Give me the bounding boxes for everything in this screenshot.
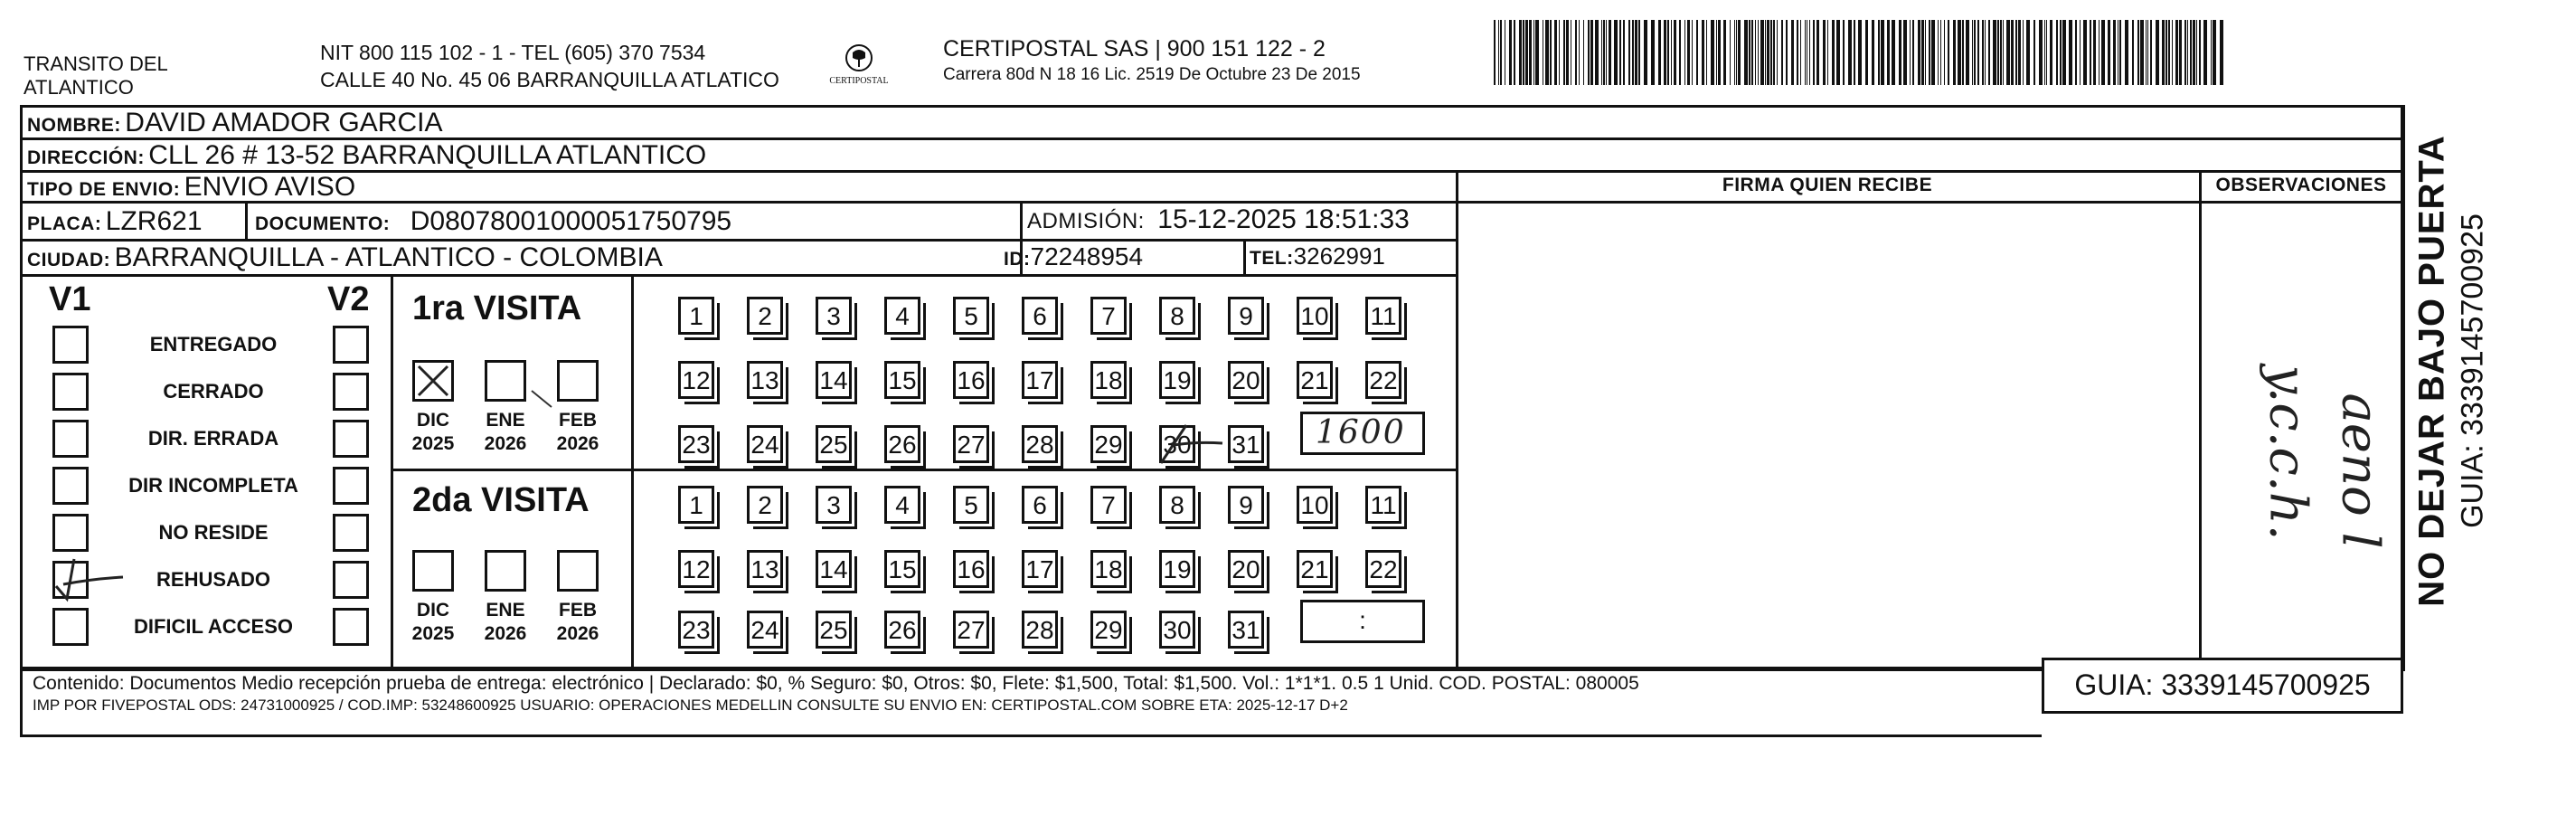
month-label (401, 409, 465, 456)
month-checkbox[interactable] (412, 550, 454, 592)
day-box[interactable]: 28 (1022, 425, 1058, 463)
ciudad-field (27, 242, 663, 273)
nombre-label: NOMBRE: (27, 115, 121, 136)
sender-name (24, 52, 168, 100)
day-box[interactable]: 6 (1022, 297, 1058, 335)
day-box[interactable]: 31 (1228, 611, 1264, 649)
direccion-label: DIRECCIÓN: (27, 147, 145, 168)
month-name: DIC (416, 410, 450, 431)
footer-guia-box (2042, 658, 2403, 714)
day-box[interactable]: 9 (1228, 486, 1264, 524)
v2-checkbox[interactable] (333, 608, 369, 646)
documento-label: DOCUMENTO: (255, 213, 391, 234)
id-field (1004, 242, 1143, 271)
id-value: 72248954 (1030, 242, 1144, 270)
placa-label: PLACA: (27, 213, 102, 234)
placa-value: LZR621 (105, 206, 203, 236)
row-rule-5 (20, 274, 1458, 277)
footer-left-rule (20, 667, 23, 737)
tipo-envio-field (27, 172, 355, 203)
day-box[interactable]: 11 (1365, 297, 1401, 335)
day-box[interactable]: 27 (953, 425, 989, 463)
day-box[interactable]: 25 (816, 611, 852, 649)
day-box[interactable]: 30 (1159, 425, 1195, 463)
barcode (1494, 20, 2226, 85)
day-box[interactable]: 18 (1090, 550, 1127, 588)
day-box[interactable]: 24 (747, 425, 783, 463)
day-box[interactable]: 1 (678, 297, 714, 335)
documento-field (255, 206, 731, 237)
month-label (474, 409, 537, 456)
v2-checkbox[interactable] (333, 561, 369, 599)
day-box[interactable]: 15 (884, 361, 920, 399)
month-label (546, 599, 609, 646)
day-box[interactable]: 1 (678, 486, 714, 524)
side-guia-number: GUIA: 3339145700925 (2455, 213, 2490, 528)
license-line: Carrera 80d N 18 16 Lic. 2519 De Octubre 23 De 2015 (943, 65, 1361, 84)
placa-field (27, 206, 203, 237)
day-strike-mark (1156, 422, 1228, 467)
sender-line2: ATLANTICO (24, 76, 134, 99)
day-box[interactable]: 15 (884, 550, 920, 588)
month-name: DIC (416, 600, 450, 621)
reason-label: DIFICIL ACCESO (133, 615, 293, 638)
documento-value: D08078001000051750795 (410, 206, 732, 236)
day-box[interactable]: 12 (678, 361, 714, 399)
day-box[interactable]: 14 (816, 550, 852, 588)
col-rule-observations (2199, 170, 2202, 669)
day-box[interactable]: 12 (678, 550, 714, 588)
direccion-field (27, 140, 706, 171)
day-box[interactable]: 26 (884, 611, 920, 649)
day-box[interactable]: 5 (953, 486, 989, 524)
reason-label: REHUSADO (156, 568, 270, 591)
day-box[interactable]: 27 (953, 611, 989, 649)
day-box[interactable]: 2 (747, 297, 783, 335)
day-box[interactable]: 22 (1365, 550, 1401, 588)
day-box[interactable]: 29 (1090, 611, 1127, 649)
observaciones-handwriting (2206, 251, 2396, 659)
day-box[interactable]: 23 (678, 611, 714, 649)
observaciones-header (2201, 170, 2401, 203)
footer-contenido: Contenido: Documentos Medio recepción prueba de entrega: electrónico | Declarado: $0, % Seguro: $0, Otros: $0, Flete: $1,500, Total: $1,500. Vol.: 1*1*1. 0.5 1 Unid. COD. POSTAL: 080005 (33, 673, 1639, 694)
month-name: FEB (559, 410, 597, 431)
month-checkbox[interactable] (412, 360, 454, 402)
day-box[interactable]: 19 (1159, 550, 1195, 588)
side-warning (2410, 118, 2455, 624)
v1-check-mark (47, 552, 128, 606)
month-label (546, 409, 609, 456)
observaciones-note-2: aeno l (2330, 393, 2390, 549)
nit-line: NIT 800 115 102 - 1 - TEL (605) 370 7534 (320, 41, 706, 64)
v2-label: V2 (327, 280, 370, 318)
day-box[interactable]: 14 (816, 361, 852, 399)
no-dejar-bajo-puerta: NO DEJAR BAJO PUERTA (2411, 135, 2452, 607)
observaciones-note-1: y.c.c.h. (2258, 365, 2317, 541)
day-box[interactable]: 6 (1022, 486, 1058, 524)
day-box[interactable]: 30 (1159, 611, 1195, 649)
day-box[interactable]: 31 (1228, 425, 1264, 463)
tel-field (1250, 242, 1385, 270)
footer-imp: IMP POR FIVEPOSTAL ODS: 24731000925 / COD.IMP: 53248600925 USUARIO: OPERACIONES MEDELLIN CONSULTE SU ENVIO EN: CERTIPOSTAL.COM SOBRE ETA: 2025-12-17 D+2 (33, 697, 1348, 714)
v2-checkbox[interactable] (333, 514, 369, 552)
v2-checkbox[interactable] (333, 373, 369, 411)
visit-divider (391, 469, 1458, 471)
direccion-value: CLL 26 # 13-52 BARRANQUILLA ATLANTICO (148, 140, 707, 170)
reason-label: ENTREGADO (149, 333, 278, 355)
day-box[interactable]: 29 (1090, 425, 1127, 463)
reason-label: DIR INCOMPLETA (128, 474, 298, 497)
day-box[interactable]: 4 (884, 486, 920, 524)
tel-label: TEL: (1250, 248, 1294, 269)
day-box[interactable]: 20 (1228, 550, 1264, 588)
footer-bottom-rule (20, 734, 2042, 737)
first-visit-time-box (1300, 412, 1425, 455)
day-box[interactable]: 3 (816, 486, 852, 524)
sender-address-line: CALLE 40 No. 45 06 BARRANQUILLA ATLATICO (320, 68, 779, 91)
pen-stroke (530, 387, 557, 414)
day-box[interactable]: 4 (884, 297, 920, 335)
second-visit-time-box (1300, 600, 1425, 643)
col-rule-placa (245, 201, 248, 239)
v2-checkbox[interactable] (333, 420, 369, 458)
day-box[interactable]: 28 (1022, 611, 1058, 649)
side-guia (2455, 145, 2491, 597)
month-x-mark (415, 363, 451, 399)
admision-label: ADMISIÓN: (1027, 209, 1145, 233)
day-box[interactable]: 5 (953, 297, 989, 335)
month-checkbox[interactable] (485, 550, 526, 592)
nombre-value: DAVID AMADOR GARCIA (125, 108, 443, 137)
month-year: 2026 (484, 433, 527, 454)
tipo-envio-value: ENVIO AVISO (184, 172, 356, 202)
day-box[interactable]: 23 (678, 425, 714, 463)
ciudad-label: CIUDAD: (27, 250, 111, 270)
day-box[interactable]: 2 (747, 486, 783, 524)
day-box[interactable]: 18 (1090, 361, 1127, 399)
day-box[interactable]: 22 (1365, 361, 1401, 399)
day-box[interactable]: 17 (1022, 550, 1058, 588)
v1-label: V1 (49, 280, 91, 318)
col-rule-tel (1243, 239, 1246, 275)
day-box[interactable]: 7 (1090, 297, 1127, 335)
month-label (474, 599, 537, 646)
first-visit-time-handwritten: 1600 (1316, 414, 1406, 451)
carrier-line: CERTIPOSTAL SAS | 900 151 122 - 2 (943, 36, 1326, 62)
day-box[interactable]: 8 (1159, 297, 1195, 335)
row-rule-4 (20, 239, 1458, 242)
day-box[interactable]: 13 (747, 361, 783, 399)
sender-line1: TRANSITO DEL (24, 52, 168, 75)
month-checkbox[interactable] (557, 360, 599, 402)
month-year: 2025 (411, 433, 455, 454)
day-box[interactable]: 16 (953, 550, 989, 588)
firma-label: FIRMA QUIEN RECIBE (1722, 175, 1933, 195)
first-visit-label: 1ra VISITA (412, 289, 582, 327)
day-box[interactable]: 16 (953, 361, 989, 399)
nombre-field (27, 108, 442, 138)
sender-contact (320, 41, 779, 91)
day-box[interactable]: 9 (1228, 297, 1264, 335)
v1-checkbox[interactable] (52, 326, 89, 364)
month-year: 2026 (484, 623, 527, 644)
observaciones-label: OBSERVACIONES (2215, 175, 2387, 195)
day-box[interactable]: 25 (816, 425, 852, 463)
month-year: 2026 (556, 623, 599, 644)
month-year: 2025 (411, 623, 455, 644)
month-year: 2026 (556, 433, 599, 454)
month-checkbox[interactable] (485, 360, 526, 402)
v1-checkbox[interactable] (52, 467, 89, 505)
certipostal-logo (826, 42, 892, 92)
day-box[interactable]: 26 (884, 425, 920, 463)
footer-guia: GUIA: 3339145700925 (2074, 668, 2371, 701)
tel-value: 3262991 (1293, 242, 1385, 270)
col-rule-signature (1456, 170, 1458, 669)
month-name: ENE (486, 600, 525, 621)
reason-label: CERRADO (163, 380, 264, 403)
v1-checkbox[interactable] (52, 373, 89, 411)
id-label: ID: (1004, 249, 1031, 270)
day-box[interactable]: 7 (1090, 486, 1127, 524)
v2-checkbox[interactable] (333, 467, 369, 505)
v1-checkbox[interactable] (52, 608, 89, 646)
logo-text: CERTIPOSTAL (829, 76, 889, 86)
month-name: FEB (559, 600, 597, 621)
month-checkbox[interactable] (557, 550, 599, 592)
day-box[interactable]: 10 (1297, 297, 1333, 335)
day-box[interactable]: 8 (1159, 486, 1195, 524)
v2-checkbox[interactable] (333, 326, 369, 364)
day-box[interactable]: 21 (1297, 550, 1333, 588)
day-box[interactable]: 21 (1297, 361, 1333, 399)
day-box[interactable]: 10 (1297, 486, 1333, 524)
v1-checkbox[interactable] (52, 420, 89, 458)
firma-header (1456, 170, 2199, 203)
day-box[interactable]: 13 (747, 550, 783, 588)
ciudad-value: BARRANQUILLA - ATLANTICO - COLOMBIA (114, 242, 663, 272)
second-visit-time-placeholder: : (1359, 606, 1366, 634)
v1-checkbox[interactable] (52, 514, 89, 552)
admision-value: 15-12-2025 18:51:33 (1157, 204, 1410, 234)
month-name: ENE (486, 410, 525, 431)
month-label (401, 599, 465, 646)
day-box[interactable]: 17 (1022, 361, 1058, 399)
day-box[interactable]: 20 (1228, 361, 1264, 399)
reason-label: NO RESIDE (158, 521, 269, 544)
tipo-envio-label: TIPO DE ENVIO: (27, 179, 181, 200)
admision-field (1027, 204, 1410, 235)
day-box[interactable]: 3 (816, 297, 852, 335)
reason-label: DIR. ERRADA (147, 427, 279, 450)
day-box[interactable]: 24 (747, 611, 783, 649)
day-box[interactable]: 11 (1365, 486, 1401, 524)
day-box[interactable]: 19 (1159, 361, 1195, 399)
second-visit-label: 2da VISITA (412, 481, 590, 519)
